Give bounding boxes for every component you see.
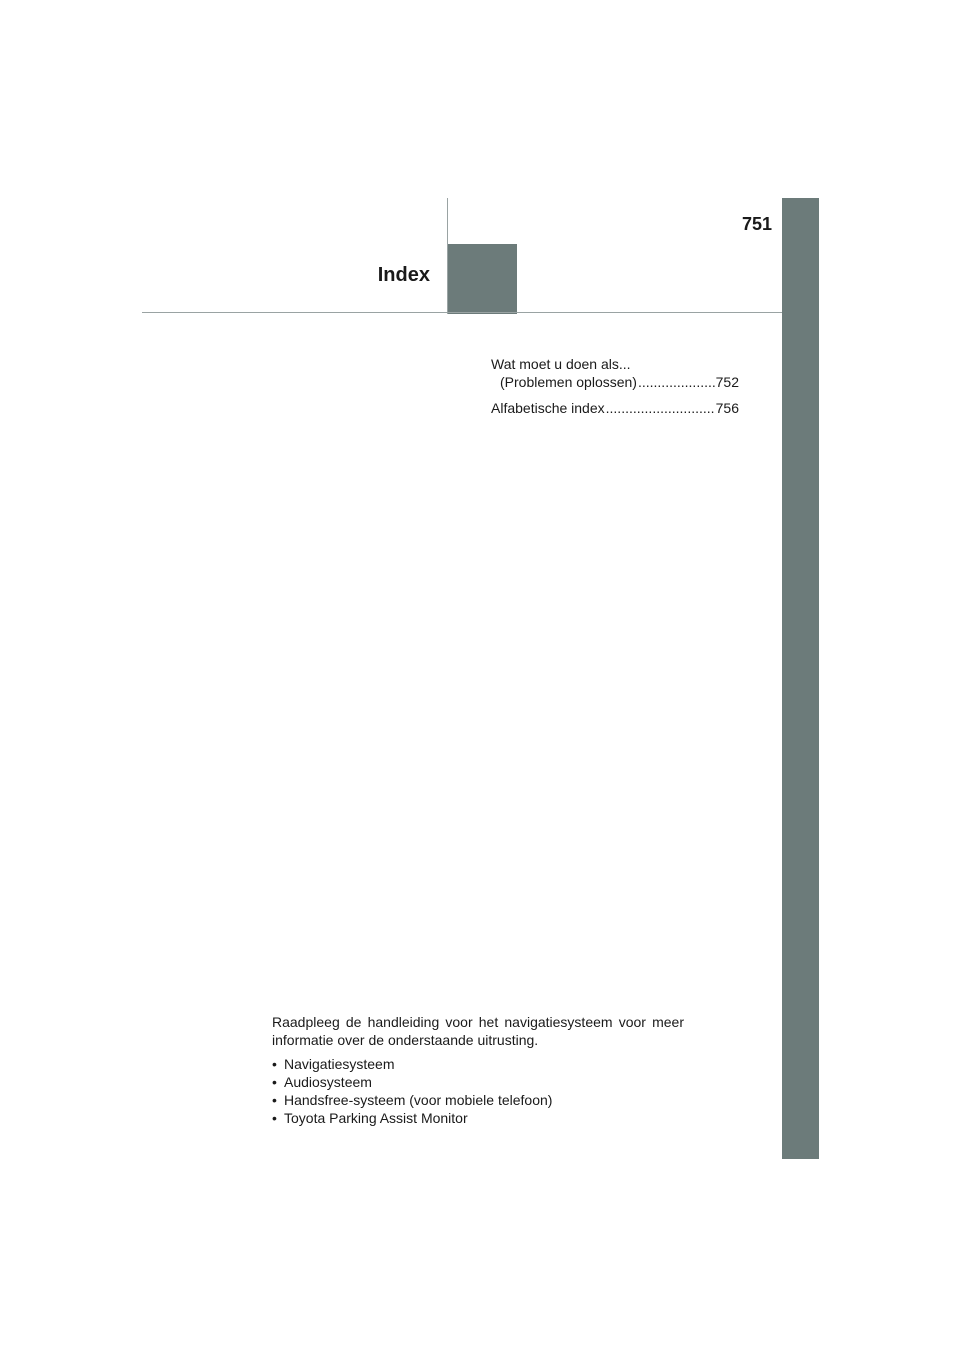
list-item-text: Toyota Parking Assist Monitor <box>284 1110 468 1126</box>
side-thumb-tab <box>782 198 819 1159</box>
bullet-icon: • <box>272 1056 277 1072</box>
list-item <box>272 1055 684 1073</box>
bullet-icon: • <box>272 1074 277 1090</box>
toc-entry-line <box>491 399 739 417</box>
toc-entry-alphabetical-index[interactable] <box>491 399 739 417</box>
note-text: Raadpleeg de handleiding voor het navigatiesysteem voor meer informatie over de onderstaande uitrusting. <box>272 1014 684 1048</box>
toc-leader-dots <box>638 373 715 391</box>
note-block <box>272 1013 684 1127</box>
toc-entry-line <box>491 373 739 391</box>
table-of-contents <box>491 355 739 425</box>
page-number: 751 <box>741 214 772 234</box>
header-horizontal-rule <box>142 312 782 313</box>
toc-entry-page: 752 <box>715 374 739 390</box>
list-item-text: Navigatiesysteem <box>284 1056 395 1072</box>
list-item-text: Handsfree-systeem (voor mobiele telefoon) <box>284 1092 553 1108</box>
toc-entry-title: Alfabetische index <box>491 400 605 416</box>
equipment-list <box>272 1055 684 1127</box>
toc-entry-subtitle: (Problemen oplossen) <box>500 374 637 390</box>
toc-leader-dots <box>606 399 715 417</box>
bullet-icon: • <box>272 1092 277 1108</box>
list-item-text: Audiosysteem <box>284 1074 372 1090</box>
list-item <box>272 1073 684 1091</box>
section-marker-block <box>448 244 517 314</box>
bullet-icon: • <box>272 1110 277 1126</box>
list-item <box>272 1091 684 1109</box>
list-item <box>272 1109 684 1127</box>
toc-entry-page: 756 <box>715 400 739 416</box>
page-title: Index <box>377 264 430 286</box>
toc-entry-line <box>491 355 739 373</box>
toc-entry-title: Wat moet u doen als... <box>491 356 631 372</box>
toc-entry-troubleshooting[interactable] <box>491 355 739 391</box>
